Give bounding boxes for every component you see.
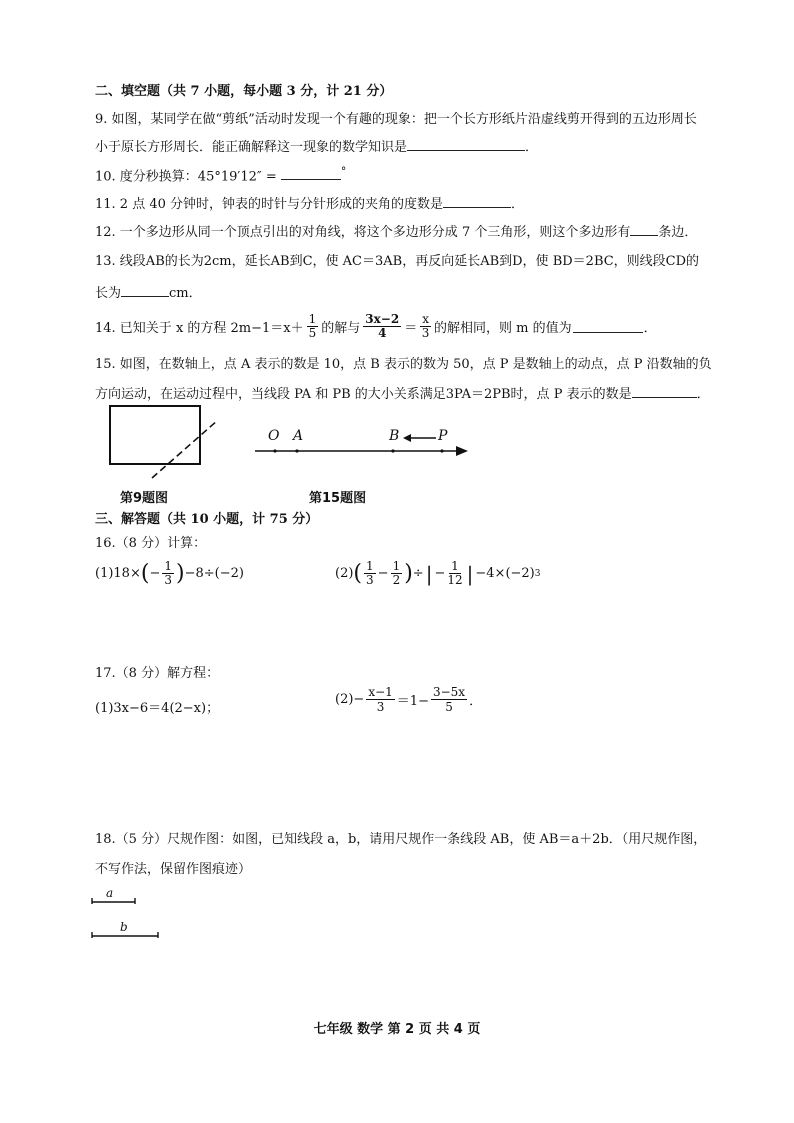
denominator: 12 bbox=[447, 573, 463, 587]
q15-end: ． bbox=[696, 387, 710, 402]
q13-text: 长为 bbox=[95, 286, 122, 301]
numerator: 1 bbox=[451, 559, 459, 573]
figure-15-caption: 第15题图 bbox=[309, 491, 367, 506]
numerator: x−1 bbox=[368, 685, 393, 699]
q17-title: 17.（8 分）解方程： bbox=[95, 666, 220, 681]
minus: − bbox=[149, 566, 161, 581]
denominator: 3 bbox=[376, 700, 385, 714]
q14-text2: 的解相同，则 m 的值为 bbox=[434, 321, 572, 336]
divide: ÷ bbox=[412, 566, 424, 581]
denominator: 4 bbox=[378, 326, 387, 340]
q10 bbox=[95, 165, 346, 184]
denominator: 5 bbox=[308, 326, 317, 340]
answer-blank[interactable] bbox=[443, 195, 511, 208]
fraction bbox=[307, 313, 319, 340]
fraction bbox=[447, 560, 462, 587]
answer-blank[interactable] bbox=[407, 138, 525, 151]
exponent: 3 bbox=[534, 568, 541, 579]
q14-end: ． bbox=[643, 321, 657, 336]
fraction bbox=[431, 685, 467, 714]
q16-p2-tail: −4×(−2) bbox=[475, 566, 535, 581]
paren-left: ( bbox=[353, 561, 363, 586]
segment-b-label: b bbox=[120, 920, 128, 934]
q13-line1: 13. 线段AB的长为2cm，延长AB到C，使 AC＝3AB，再反向延长AB到D，使 BD＝2BC，则线段CD的 bbox=[95, 254, 700, 269]
answer-blank[interactable] bbox=[632, 385, 697, 398]
segment-a-label: a bbox=[106, 886, 114, 900]
answer-blank[interactable] bbox=[573, 320, 643, 333]
q16-p1-text: (1)18× bbox=[95, 566, 141, 581]
page-footer: 七年级 数学 第 2 页 共 4 页 bbox=[313, 1022, 481, 1037]
q9-end: ． bbox=[525, 140, 539, 155]
denominator: 2 bbox=[392, 573, 401, 587]
fraction bbox=[366, 685, 394, 714]
point-O bbox=[273, 449, 276, 452]
numerator: x bbox=[422, 312, 430, 326]
answer-blank[interactable] bbox=[630, 223, 658, 236]
abs-bar: | bbox=[425, 561, 433, 586]
denominator: 3 bbox=[366, 573, 374, 587]
denominator: 5 bbox=[445, 700, 453, 714]
fraction bbox=[162, 560, 174, 587]
q16-p2-label: (2) bbox=[335, 566, 354, 581]
degree-sign: ° bbox=[340, 165, 347, 178]
numerator: 3x−2 bbox=[365, 312, 400, 326]
label-O: O bbox=[268, 428, 280, 444]
dashed-cut-line bbox=[152, 420, 218, 478]
q11-end: ． bbox=[511, 197, 525, 212]
numerator: 1 bbox=[164, 559, 172, 573]
numerator: 1 bbox=[392, 559, 401, 573]
q14-mid: 的解与 bbox=[321, 321, 361, 336]
abs-bar: | bbox=[466, 561, 474, 586]
figure-9-caption: 第9题图 bbox=[120, 491, 169, 506]
denominator: 3 bbox=[421, 326, 430, 340]
equals: ＝ bbox=[404, 321, 418, 336]
fraction bbox=[364, 560, 376, 587]
q12-end: 条边． bbox=[658, 225, 698, 240]
minus: − bbox=[353, 692, 365, 707]
given-segments bbox=[90, 888, 170, 948]
paren-left: ( bbox=[140, 561, 150, 586]
denominator: 3 bbox=[164, 573, 172, 587]
q18-line2: 不写作法，保留作图痕迹） bbox=[95, 862, 252, 877]
q9-line2 bbox=[95, 136, 538, 155]
fraction bbox=[420, 313, 431, 340]
q11-text: 11. 2 点 40 分钟时，钟表的时针与分针形成的夹角的度数是 bbox=[95, 197, 444, 212]
q10-text: 10. 度分秒换算：45°19′12″ = bbox=[95, 169, 277, 185]
minus: − bbox=[377, 566, 389, 581]
answer-blank[interactable] bbox=[121, 284, 169, 297]
q11 bbox=[95, 193, 524, 212]
q13-end: cm． bbox=[169, 286, 202, 301]
section-heading-solve: 三、解答题（共 10 小题，计 75 分） bbox=[95, 512, 319, 527]
numerator: 1 bbox=[308, 312, 317, 326]
rectangle-shape bbox=[110, 406, 200, 464]
fraction bbox=[391, 560, 403, 587]
minus: − bbox=[434, 566, 446, 581]
axis-arrowhead bbox=[456, 446, 468, 456]
q9-text: 小于原长方形周长．能正确解释这一现象的数学知识是 bbox=[95, 140, 408, 155]
label-P: P bbox=[438, 428, 448, 444]
q14-text: 14. 已知关于 x 的方程 2m−1＝x＋ bbox=[95, 321, 304, 336]
q12-text: 12. 一个多边形从同一个顶点引出的对角线，将这个多边形分成 7 个三角形，则这个多边形有 bbox=[95, 225, 631, 240]
q18-line1: 18.（5 分）尺规作图：如图，已知线段 a，b，请用尺规作一条线段 AB，使 AB＝a＋2b．（用尺规作图， bbox=[95, 832, 707, 847]
label-B: B bbox=[389, 428, 400, 444]
q17-part2 bbox=[335, 685, 482, 714]
q14 bbox=[95, 313, 657, 340]
q17-p2-label: (2) bbox=[335, 692, 354, 707]
point-B bbox=[391, 449, 394, 452]
q15-text: 方向运动，在运动过程中，当线段 PA 和 PB 的大小关系满足3PA＝2PB时，点 P 表示的数是 bbox=[95, 387, 632, 402]
point-P bbox=[440, 449, 443, 452]
q15-line1: 15. 如图，在数轴上，点 A 表示的数是 10，点 B 表示的数为 50，点 P 是数轴上的动点，点 P 沿数轴的负 bbox=[95, 357, 712, 372]
q16-title: 16.（8 分）计算： bbox=[95, 536, 207, 551]
figure-9-rectangle bbox=[100, 398, 230, 486]
numerator: 1 bbox=[366, 559, 374, 573]
numerator: 3−5x bbox=[432, 685, 466, 699]
q16-p1-tail: −8÷(−2) bbox=[184, 566, 244, 581]
q13-line2 bbox=[95, 282, 202, 301]
q17-p2-mid: ＝1− bbox=[396, 694, 429, 709]
fraction bbox=[363, 313, 401, 340]
point-A bbox=[295, 449, 298, 452]
motion-arrow-head bbox=[403, 434, 411, 442]
paren-right: ) bbox=[176, 561, 185, 586]
label-A: A bbox=[293, 428, 304, 444]
q9-line1: 9. 如图，某同学在做“剪纸”活动时发现一个有趣的现象：把一个长方形纸片沿虚线剪开得到的五边形周长 bbox=[95, 112, 697, 127]
paren-right: ) bbox=[404, 561, 413, 586]
q16-part2 bbox=[335, 560, 541, 587]
section-heading-fill-in: 二、填空题（共 7 小题，每小题 3 分，计 21 分） bbox=[95, 84, 393, 99]
answer-blank[interactable] bbox=[281, 167, 341, 180]
q17-part1: (1)3x−6＝4(2−x)； bbox=[95, 701, 220, 716]
q16-part1 bbox=[95, 560, 244, 587]
q17-p2-end: ． bbox=[469, 694, 483, 709]
q12 bbox=[95, 221, 697, 240]
